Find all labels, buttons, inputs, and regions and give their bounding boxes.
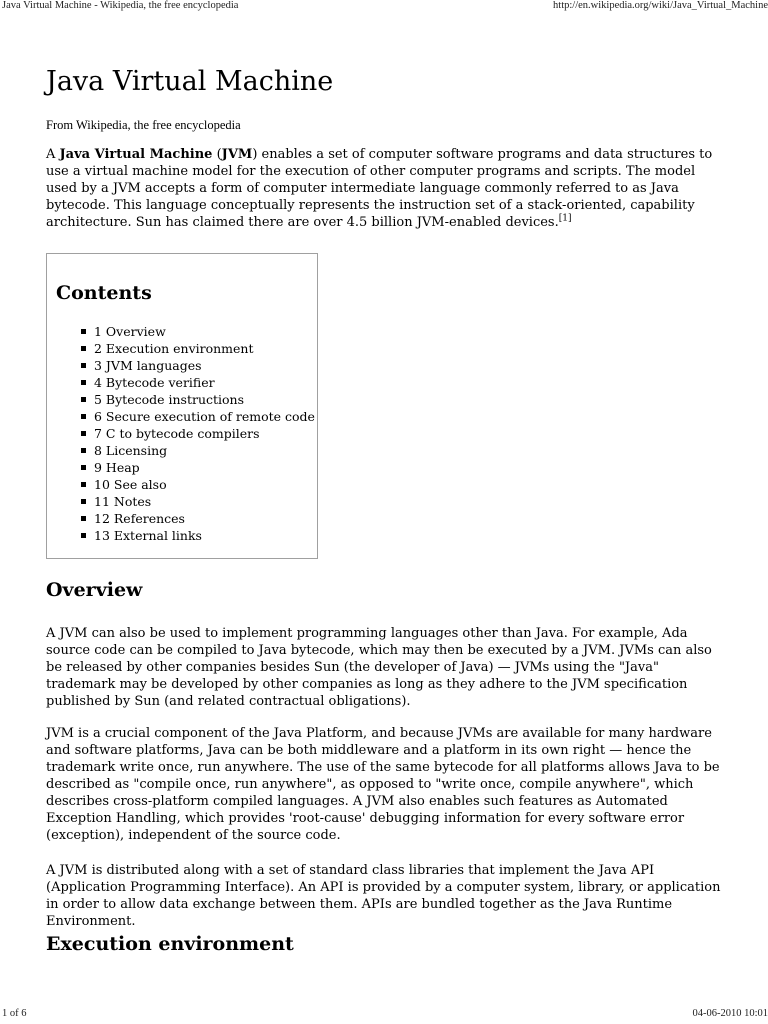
toc-title: Contents (56, 282, 152, 304)
article-source-line: From Wikipedia, the free encyclopedia (46, 118, 241, 132)
table-of-contents (46, 253, 318, 559)
overview-paragraph-2: JVM is a crucial component of the Java Platform, and because JVMs are available for many hardware and software platforms, Java can be both middleware and a platform in its own right — hence the trademark write once, run anywhere. The use of the same bytecode for all platforms allows Java to be described as "compile once, run anywhere", as opposed to "write once, compile anywhere", which describes cross-platform compiled languages. A JVM also enables such features as Automated Exception Handling, which provides 'root-cause' debugging information for every software error (exception), independent of the source code. (46, 726, 720, 843)
execution-environment-heading: Execution environment (46, 933, 294, 955)
toc-item[interactable]: 1 Overview (81, 323, 315, 340)
bullet-icon (81, 431, 86, 436)
overview-heading: Overview (46, 579, 143, 601)
bullet-icon (81, 448, 86, 453)
toc-item[interactable]: 3 JVM languages (81, 357, 315, 374)
intro-paragraph: A Java Virtual Machine (JVM) enables a set of computer software programs and data structures to use a virtual machine model for the execution of other computer programs and scripts. The model used by a JVM accepts a form of computer intermediate language commonly referred to as Java bytecode. This language conceptually represents the instruction set of a stack-oriented, capability architecture. Sun has claimed there are over 4.5 billion JVM-enabled devices.[1] (46, 147, 713, 230)
page-url-header: http://en.wikipedia.org/wiki/Java_Virtual_Machine (553, 0, 768, 11)
bullet-icon (81, 397, 86, 402)
term-jvm-abbr: JVM (221, 147, 253, 162)
bullet-icon (81, 533, 86, 538)
page-number: 1 of 6 (2, 1008, 27, 1019)
overview-paragraph-1: A JVM can also be used to implement programming languages other than Java. For example, Ada source code can be compiled to Java bytecode, which may then be executed by a JVM. JVMs can also be released by other companies besides Sun (the developer of Java) — JVMs using the "Java" trademark may be developed by other companies as long as they adhere to the JVM specification published by Sun (and related contractual obligations). (46, 626, 712, 709)
bullet-icon (81, 346, 86, 351)
bullet-icon (81, 499, 86, 504)
toc-item[interactable]: 4 Bytecode verifier (81, 374, 315, 391)
toc-item[interactable]: 10 See also (81, 476, 315, 493)
toc-list (81, 323, 315, 544)
toc-item[interactable]: 7 C to bytecode compilers (81, 425, 315, 442)
bullet-icon (81, 516, 86, 521)
toc-item[interactable]: 6 Secure execution of remote code (81, 408, 315, 425)
term-jvm-full: Java Virtual Machine (59, 147, 213, 162)
toc-item[interactable]: 2 Execution environment (81, 340, 315, 357)
toc-item[interactable]: 5 Bytecode instructions (81, 391, 315, 408)
bullet-icon (81, 482, 86, 487)
toc-item[interactable]: 11 Notes (81, 493, 315, 510)
bullet-icon (81, 414, 86, 419)
article-body (46, 60, 726, 231)
bullet-icon (81, 465, 86, 470)
bullet-icon (81, 363, 86, 368)
toc-item[interactable]: 8 Licensing (81, 442, 315, 459)
toc-item[interactable]: 12 References (81, 510, 315, 527)
page-title-header: Java Virtual Machine - Wikipedia, the free encyclopedia (2, 0, 239, 11)
bullet-icon (81, 329, 86, 334)
toc-item[interactable]: 13 External links (81, 527, 315, 544)
print-footer (0, 1008, 768, 1022)
toc-item[interactable]: 9 Heap (81, 459, 315, 476)
print-datetime: 04-06-2010 10:01 (692, 1008, 768, 1019)
bullet-icon (81, 380, 86, 385)
print-header (0, 0, 768, 14)
article-title: Java Virtual Machine (46, 66, 334, 97)
citation-link[interactable]: [1] (558, 213, 572, 224)
overview-paragraph-3: A JVM is distributed along with a set of standard class libraries that implement the Java API (Application Programming Interface). An API is provided by a computer system, library, or application in order to allow data exchange between them. APIs are bundled together as the Java Runtime Environment. (46, 863, 721, 929)
